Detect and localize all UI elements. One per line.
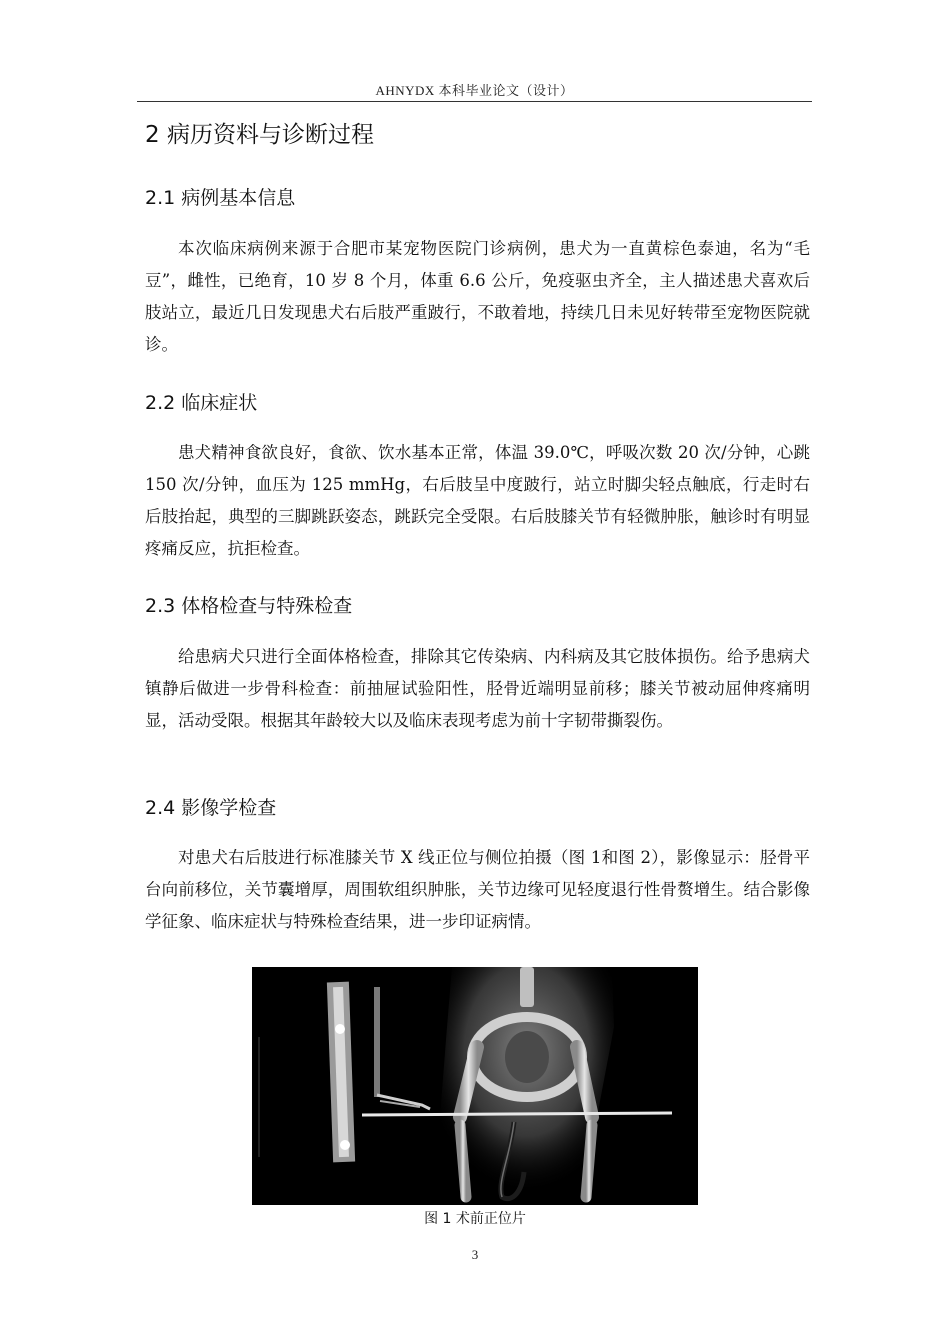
section-title-2-2: 2.2 临床症状 (145, 392, 258, 414)
section-title-2-1: 2.1 病例基本信息 (145, 187, 296, 209)
section-body-2-2: 患犬精神食欲良好，食欲、饮水基本正常，体温 39.0℃，呼吸次数 20 次/分钟，心跳 150 次/分钟，血压为 125 mmHg，右后肢呈中度跛行，站立时脚尖轻点触底，行走时右后肢抬起，典型的三脚跳跃姿态，跳跃完全受限。右后肢膝关节有轻微肿胀，触诊时有明显疼痛反应，抗拒检查。 (145, 443, 810, 558)
section-title-2-3: 2.3 体格检查与特殊检查 (145, 595, 353, 617)
header-divider (137, 101, 812, 102)
chapter-title: 2 病历资料与诊断过程 (145, 122, 374, 148)
figure-caption: 图 1 术前正位片 (424, 1211, 526, 1227)
section-body-2-1: 本次临床病例来源于合肥市某宠物医院门诊病例，患犬为一直黄棕色泰迪，名为“毛豆”，雌性，已绝育，10 岁 8 个月，体重 6.6 公斤，免疫驱虫齐全，主人描述患犬喜欢后肢站立，最近几日发现患犬右后肢严重跛行，不敢着地，持续几日未见好转带至宠物医院就诊。 (145, 239, 810, 354)
xray-figure (252, 967, 698, 1205)
running-header: AHNYDX 本科毕业论文（设计） (375, 83, 574, 98)
page-number: 3 (471, 1247, 479, 1262)
section-title-2-4: 2.4 影像学检查 (145, 797, 277, 819)
xray-image (252, 967, 698, 1205)
section-body-2-4: 对患犬右后肢进行标准膝关节 X 线正位与侧位拍摄（图 1和图 2），影像显示：胫骨平台向前移位，关节囊增厚，周围软组织肿胀，关节边缘可见轻度退行性骨赘增生。结合影像学征象、临床症状与特殊检查结果，进一步印证病情。 (145, 848, 810, 931)
section-body-2-3: 给患病犬只进行全面体格检查，排除其它传染病、内科病及其它肢体损伤。给予患病犬镇静后做进一步骨科检查：前抽屉试验阳性，胫骨近端明显前移；膝关节被动屈伸疼痛明显，活动受限。根据其年龄较大以及临床表现考虑为前十字韧带撕裂伤。 (145, 647, 810, 730)
